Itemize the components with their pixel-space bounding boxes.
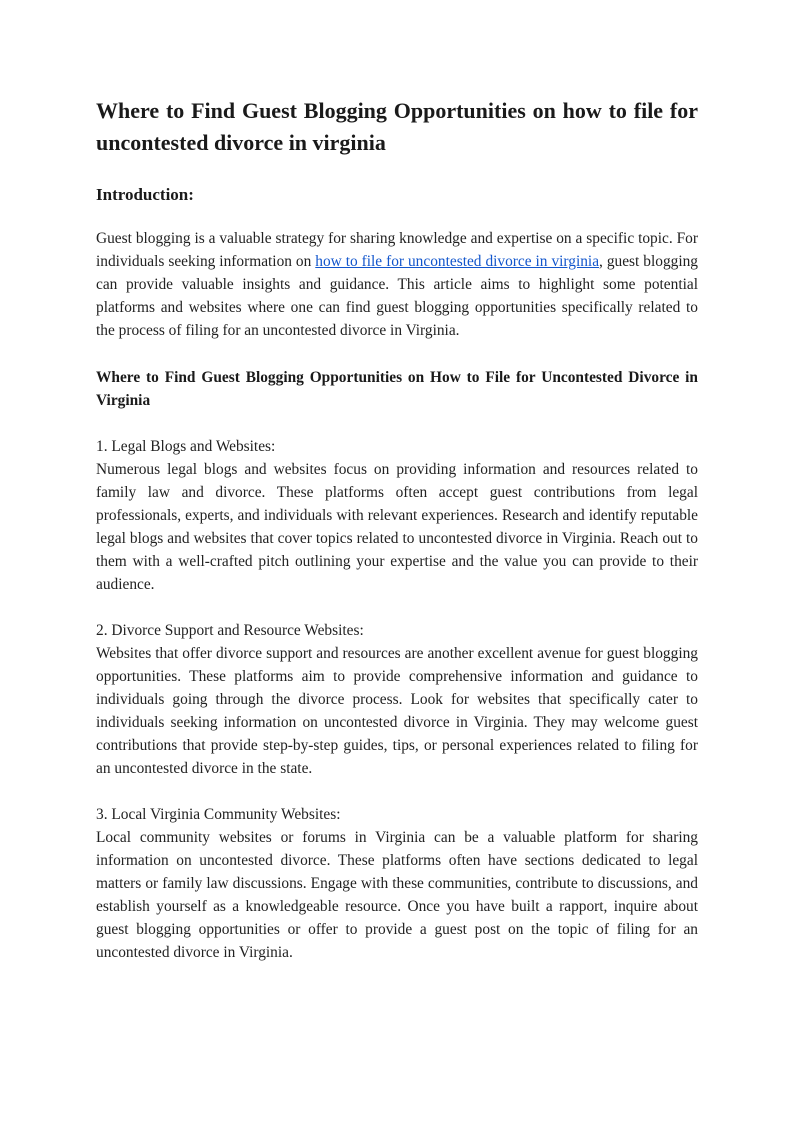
- intro-heading: Introduction:: [96, 185, 194, 204]
- section-local-community: [96, 803, 698, 964]
- intro-text-after-link: , guest blogging can provide valuable insights and guidance. This article aims to highlight some potential platforms and websites where one can find guest blogging opportunities specifically related to the process of filing for an uncontested divorce in Virginia.: [96, 253, 698, 339]
- section-divorce-support: [96, 619, 698, 780]
- section-heading: Where to Find Guest Blogging Opportunities on How to File for Uncontested Divorce in Virginia: [96, 369, 698, 409]
- section-legal-blogs: [96, 435, 698, 596]
- intro-text-before-link: Guest blogging is a valuable strategy for sharing knowledge and expertise on a specific topic. For individuals seeking information on: [96, 230, 698, 270]
- section-title: 2. Divorce Support and Resource Websites:: [96, 622, 364, 639]
- section-body: Websites that offer divorce support and resources are another excellent avenue for guest blogging opportunities. These platforms aim to provide comprehensive information and guidance to individuals going through the divorce process. Look for websites that specifically cater to individuals seeking information on uncontested divorce in Virginia. They may welcome guest contributions that provide step-by-step guides, tips, or personal experiences related to filing for an uncontested divorce in the state.: [96, 645, 698, 777]
- section-title: 3. Local Virginia Community Websites:: [96, 806, 341, 823]
- intro-paragraph: [96, 227, 698, 342]
- section-body: Numerous legal blogs and websites focus on providing information and resources related to family law and divorce. These platforms often accept guest contributions from legal professionals, experts, and individuals with relevant experiences. Research and identify reputable legal blogs and websites that cover topics related to uncontested divorce in Virginia. Reach out to them with a well-crafted pitch outlining your expertise and the value you can provide to their audience.: [96, 461, 698, 593]
- document-page: [96, 95, 698, 964]
- section-title: 1. Legal Blogs and Websites:: [96, 438, 276, 455]
- uncontested-divorce-link[interactable]: how to file for uncontested divorce in virginia: [315, 253, 600, 270]
- document-title: Where to Find Guest Blogging Opportunities on how to file for uncontested divorce in virginia: [96, 98, 698, 155]
- section-body: Local community websites or forums in Virginia can be a valuable platform for sharing information on uncontested divorce. These platforms often have sections dedicated to legal matters or family law discussions. Engage with these communities, contribute to discussions, and establish yourself as a knowledgeable resource. Once you have built a rapport, inquire about guest blogging opportunities or offer to provide a guest post on the topic of filing for an uncontested divorce in Virginia.: [96, 829, 698, 961]
